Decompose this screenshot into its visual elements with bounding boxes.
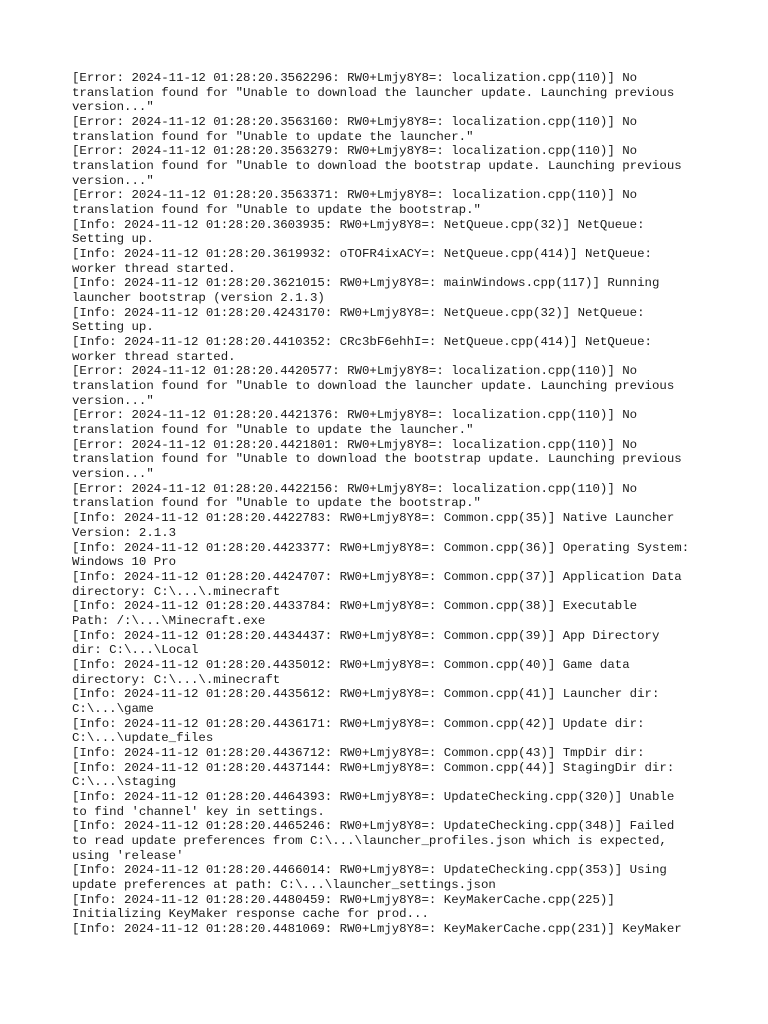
log-line: [Info: 2024-11-12 01:28:20.3603935: RW0+Lmjy8Y8=: NetQueue.cpp(32)] NetQueue: [72,217,645,232]
log-line: Version: 2.1.3 [72,525,177,540]
log-line: translation found for "Unable to update the launcher." [72,423,474,438]
log-line: Initializing KeyMaker response cache for prod... [72,907,429,922]
log-line: [Info: 2024-11-12 01:28:20.4466014: RW0+Lmjy8Y8=: UpdateChecking.cpp(353)] Using [72,863,667,878]
log-line: [Info: 2024-11-12 01:28:20.3621015: RW0+Lmjy8Y8=: mainWindows.cpp(117)] Running [72,276,660,291]
log-line: [Info: 2024-11-12 01:28:20.4410352: CRc3bF6ehhI=: NetQueue.cpp(414)] NetQueue: [72,335,652,350]
log-line: [Info: 2024-11-12 01:28:20.4436712: RW0+Lmjy8Y8=: Common.cpp(43)] TmpDir dir: [72,745,645,760]
log-line: C:\...\staging [72,775,177,790]
log-line: to find 'channel' key in settings. [72,804,325,819]
log-line: version..." [72,100,154,115]
log-line: to read update preferences from C:\...\launcher_profiles.json which is expected, [72,833,667,848]
log-line: version..." [72,393,154,408]
log-line: update preferences at path: C:\...\launcher_settings.json [72,877,496,892]
log-line: [Info: 2024-11-12 01:28:20.4464393: RW0+Lmjy8Y8=: UpdateChecking.cpp(320)] Unable [72,789,675,804]
log-line: [Info: 2024-11-12 01:28:20.4435012: RW0+Lmjy8Y8=: Common.cpp(40)] Game data [72,657,630,672]
log-line: Setting up. [72,232,154,247]
log-line: worker thread started. [72,261,236,276]
log-line: [Error: 2024-11-12 01:28:20.4420577: RW0+Lmjy8Y8=: localization.cpp(110)] No [72,364,638,379]
log-line: [Info: 2024-11-12 01:28:20.4436171: RW0+Lmjy8Y8=: Common.cpp(42)] Update dir: [72,716,645,731]
log-line: [Info: 2024-11-12 01:28:20.4243170: RW0+Lmjy8Y8=: NetQueue.cpp(32)] NetQueue: [72,305,645,320]
log-line: [Error: 2024-11-12 01:28:20.4421376: RW0+Lmjy8Y8=: localization.cpp(110)] No [72,408,638,423]
log-line: translation found for "Unable to update the bootstrap." [72,496,481,511]
log-line: translation found for "Unable to download the launcher update. Launching previous [72,85,675,100]
log-line: translation found for "Unable to download the bootstrap update. Launching previous [72,159,682,174]
log-line: version..." [72,173,154,188]
log-line: Path: /:\...\Minecraft.exe [72,613,266,628]
log-line: [Info: 2024-11-12 01:28:20.4435612: RW0+Lmjy8Y8=: Common.cpp(41)] Launcher dir: [72,687,660,702]
log-text-block [72,71,712,937]
log-line: version..." [72,467,154,482]
log-line: [Info: 2024-11-12 01:28:20.3619932: oTOFR4ixACY=: NetQueue.cpp(414)] NetQueue: [72,247,652,262]
log-line: [Info: 2024-11-12 01:28:20.4465246: RW0+Lmjy8Y8=: UpdateChecking.cpp(348)] Failed [72,819,675,834]
log-line: [Error: 2024-11-12 01:28:20.3563279: RW0+Lmjy8Y8=: localization.cpp(110)] No [72,144,638,159]
log-line: [Error: 2024-11-12 01:28:20.3563371: RW0+Lmjy8Y8=: localization.cpp(110)] No [72,188,638,203]
log-line: Windows 10 Pro [72,555,177,570]
log-line: using 'release' [72,848,184,863]
log-line: worker thread started. [72,349,236,364]
log-line: [Info: 2024-11-12 01:28:20.4480459: RW0+Lmjy8Y8=: KeyMakerCache.cpp(225)] [72,892,615,907]
log-line: C:\...\game [72,701,154,716]
log-line: translation found for "Unable to download the bootstrap update. Launching previous [72,452,682,467]
log-line: translation found for "Unable to download the launcher update. Launching previous [72,379,675,394]
log-line: [Info: 2024-11-12 01:28:20.4433784: RW0+Lmjy8Y8=: Common.cpp(38)] Executable [72,599,638,614]
log-line: translation found for "Unable to update the bootstrap." [72,203,481,218]
log-line: [Error: 2024-11-12 01:28:20.4421801: RW0+Lmjy8Y8=: localization.cpp(110)] No [72,437,638,452]
log-line: directory: C:\...\.minecraft [72,672,281,687]
log-line: [Error: 2024-11-12 01:28:20.3563160: RW0+Lmjy8Y8=: localization.cpp(110)] No [72,115,638,130]
log-line: [Info: 2024-11-12 01:28:20.4437144: RW0+Lmjy8Y8=: Common.cpp(44)] StagingDir dir: [72,760,675,775]
log-line: [Error: 2024-11-12 01:28:20.4422156: RW0+Lmjy8Y8=: localization.cpp(110)] No [72,481,638,496]
log-line: Setting up. [72,320,154,335]
log-line: translation found for "Unable to update the launcher." [72,129,474,144]
log-line: dir: C:\...\Local [72,643,199,658]
log-line: [Info: 2024-11-12 01:28:20.4424707: RW0+Lmjy8Y8=: Common.cpp(37)] Application Data [72,569,682,584]
log-line: [Info: 2024-11-12 01:28:20.4434437: RW0+Lmjy8Y8=: Common.cpp(39)] App Directory [72,628,660,643]
log-line: [Info: 2024-11-12 01:28:20.4422783: RW0+Lmjy8Y8=: Common.cpp(35)] Native Launcher [72,511,675,526]
log-line: C:\...\update_files [72,731,214,746]
log-line: directory: C:\...\.minecraft [72,584,281,599]
log-line: launcher bootstrap (version 2.1.3) [72,291,325,306]
log-line: [Info: 2024-11-12 01:28:20.4481069: RW0+Lmjy8Y8=: KeyMakerCache.cpp(231)] KeyMaker [72,921,682,936]
log-line: [Info: 2024-11-12 01:28:20.4423377: RW0+Lmjy8Y8=: Common.cpp(36)] Operating System: [72,540,690,555]
log-line: [Error: 2024-11-12 01:28:20.3562296: RW0+Lmjy8Y8=: localization.cpp(110)] No [72,71,638,85]
